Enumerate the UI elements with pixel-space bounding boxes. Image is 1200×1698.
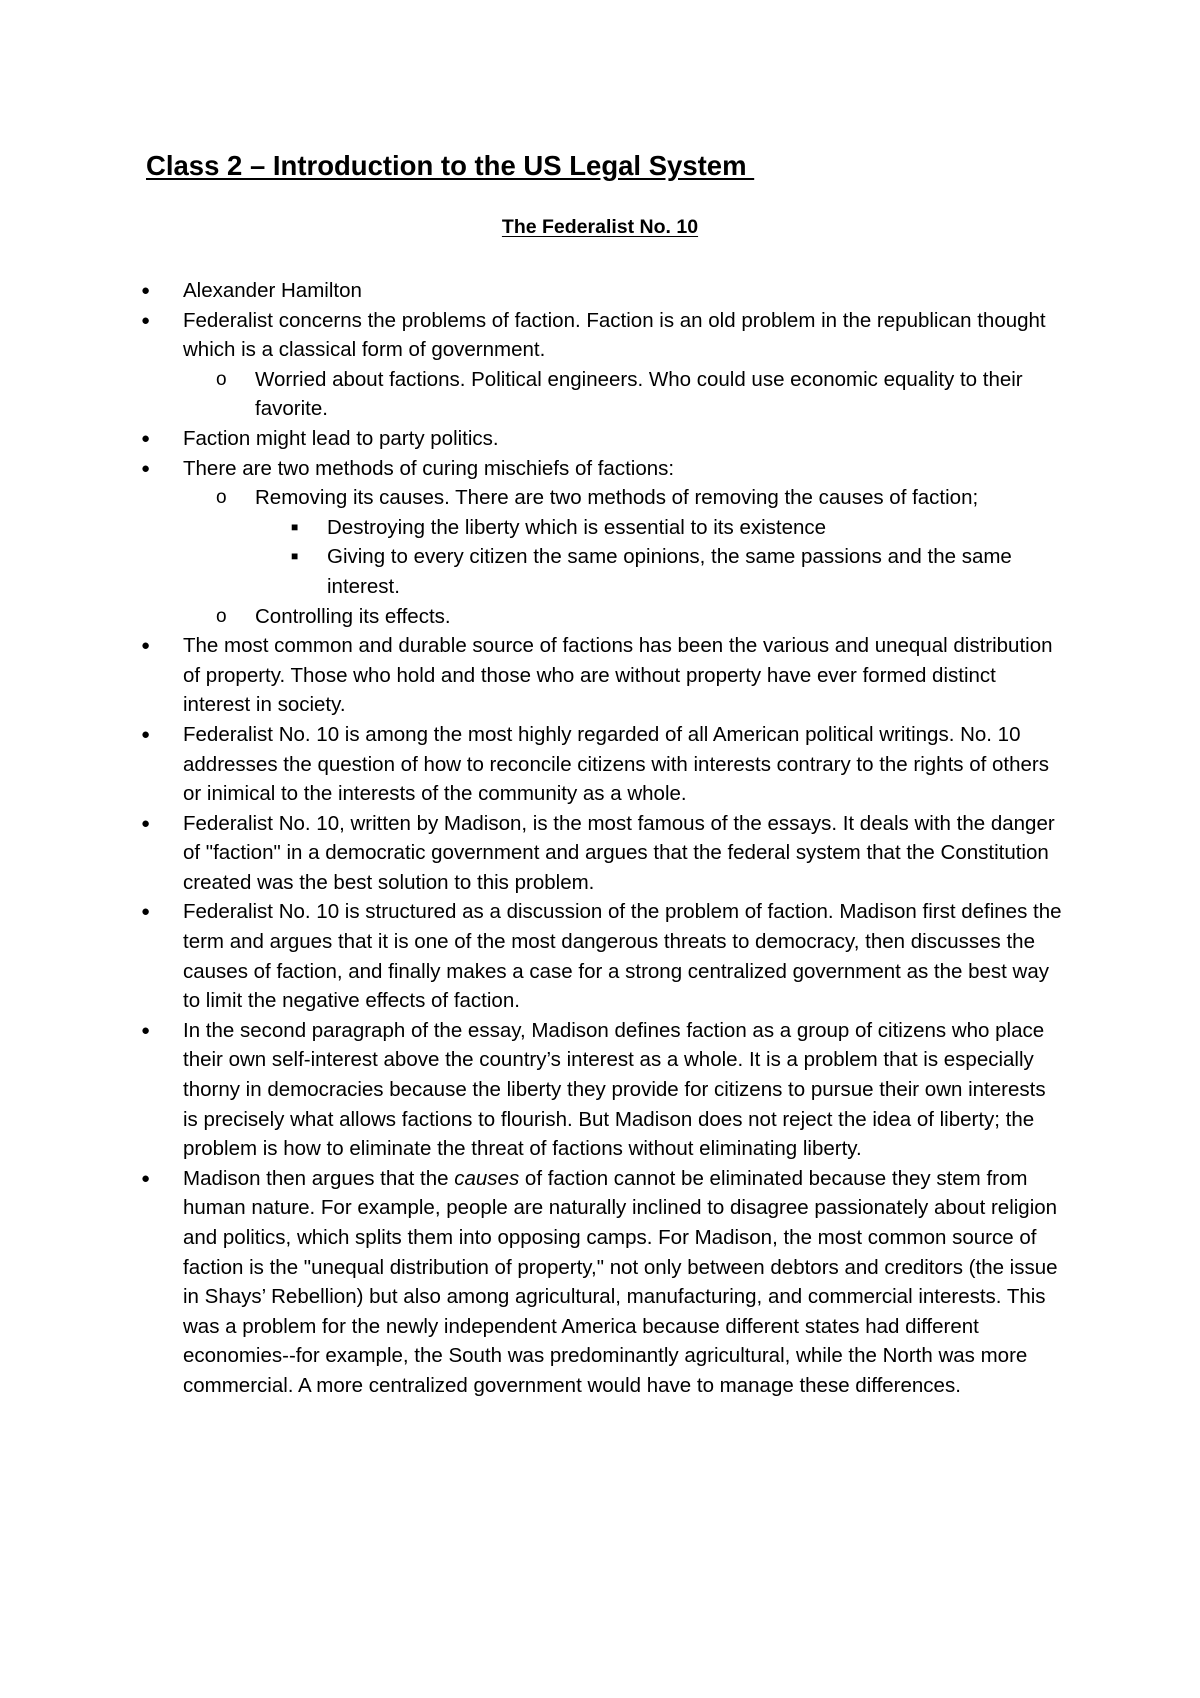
document-title: Class 2 – Introduction to the US Legal System [146, 150, 755, 181]
bullet-marker: ● [141, 637, 151, 655]
sub-list-item-text: Controlling its effects. [255, 604, 451, 628]
bullet-marker: ● [141, 725, 151, 743]
text-segment: of faction cannot be eliminated because they stem from human nature. For example, people are naturally inclined to disagree passionately about religion and politics, which splits them into opposing camps. For Madison, the most common source of faction is the "unequal distribution of property," not only between debtors and creditors (the issue in Shays’ Rebellion) but also among agricultural, manufacturing, and commercial interests. This was a problem for the newly independent America because different states had different economies--for example, the South was predominantly agricultural, while the North was more commercial. A more centralized government would have to manage these differences. [183, 1166, 1058, 1397]
bullet-marker: ● [141, 311, 151, 329]
sub-list-item [216, 602, 1045, 632]
sub-bullet-marker: o [216, 487, 227, 509]
list-item [0, 809, 1063, 898]
square-bullet-marker: ■ [291, 549, 299, 564]
list-item [0, 631, 1063, 720]
sub-list-item [216, 483, 1045, 601]
bullet-marker: ● [141, 1021, 151, 1039]
bullet-marker: ● [141, 429, 151, 447]
emphasized-word: causes [454, 1166, 520, 1190]
sub-sub-list-item [291, 542, 1045, 601]
list-item [0, 276, 1063, 306]
sub-list [216, 483, 1063, 631]
sub-list-item-text: Worried about factions. Political engineers. Who could use economic equality to their favorite. [255, 367, 1023, 421]
list-item-text: Faction might lead to party politics. [183, 426, 499, 450]
list-item-text [183, 1164, 1063, 1401]
list-item-text: Alexander Hamilton [183, 279, 362, 302]
list-item-text: In the second paragraph of the essay, Madison defines faction as a group of citizens who place their own self-interest above the country’s interest as a whole. It is a problem that is especially thorny in democracies because the liberty they provide for citizens to pursue their own interests is precisely what allows factions to flourish. But Madison does not reject the idea of liberty; the problem is how to eliminate the threat of factions without eliminating liberty. [183, 1018, 1046, 1161]
sub-bullet-marker: o [216, 368, 227, 390]
sub-list [216, 365, 1063, 424]
list-item [0, 720, 1063, 809]
list-item-text: Federalist No. 10, written by Madison, is the most famous of the essays. It deals with the danger of "faction" in a democratic government and argues that the federal system that the Constitution created was the best solution to this problem. [183, 811, 1055, 894]
list-item [0, 424, 1063, 454]
sub-sub-list-item-text: Giving to every citizen the same opinions, the same passions and the same interest. [327, 545, 1012, 598]
sub-sub-list-item [291, 513, 1045, 543]
document-subtitle: The Federalist No. 10 [501, 216, 699, 238]
list-item-text: Federalist concerns the problems of faction. Faction is an old problem in the republican thought which is a classical form of government. [183, 308, 1046, 362]
bullet-marker: ● [141, 282, 151, 299]
sub-list-item-text: Removing its causes. There are two methods of removing the causes of faction; [255, 486, 979, 510]
bullet-marker: ● [141, 903, 151, 921]
list-item [0, 454, 1063, 632]
text-segment: Madison then argues that the [183, 1166, 455, 1190]
list-item-text: The most common and durable source of factions has been the various and unequal distribution of property. Those who hold and those who are without property have ever formed distinct interest in society. [183, 634, 1053, 717]
bullet-marker: ● [141, 459, 151, 477]
notes-body [0, 276, 1200, 1401]
sub-bullet-marker: o [216, 605, 227, 627]
sub-sub-list-item-text: Destroying the liberty which is essential to its existence [327, 515, 827, 539]
list-item [0, 897, 1063, 1015]
bullet-marker: ● [141, 1169, 151, 1187]
sub-sub-list [291, 513, 1045, 602]
list-item-text: Federalist No. 10 is among the most highly regarded of all American political writings. No. 10 addresses the question of how to reconcile citizens with interests contrary to the rights of others or inimical to the interests of the community as a whole. [183, 722, 1049, 806]
bullet-marker: ● [141, 814, 151, 832]
list-item-text: There are two methods of curing mischiefs of factions: [183, 456, 675, 480]
square-bullet-marker: ■ [291, 519, 299, 534]
list-item-text: Federalist No. 10 is structured as a discussion of the problem of faction. Madison first defines the term and argues that it is one of the most dangerous threats to democracy, then discusses the causes of faction, and finally makes a case for a strong centralized government as the best way to limit the negative effects of faction. [183, 900, 1062, 1013]
list-item [0, 1164, 1063, 1401]
bullet-list [0, 276, 1200, 1401]
sub-list-item [216, 365, 1045, 424]
list-item [0, 306, 1063, 424]
list-item [0, 1016, 1063, 1164]
